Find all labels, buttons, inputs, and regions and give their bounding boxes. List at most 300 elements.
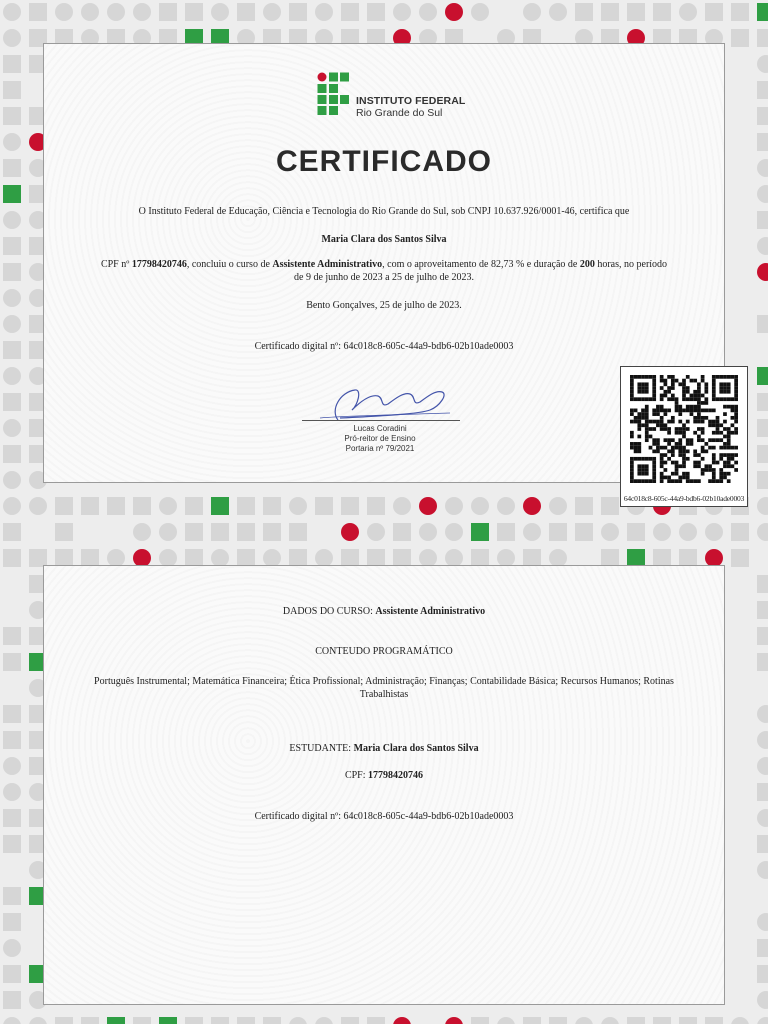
qr-module [675,401,679,405]
qr-module [637,416,641,420]
qr-module [656,449,660,453]
qr-module [693,405,697,409]
border-pattern-shape [627,523,645,541]
qr-module [660,464,664,468]
qr-module [686,472,690,476]
qr-module [734,394,738,398]
border-pattern-shape [3,1017,21,1024]
qr-module [664,438,668,442]
qr-module [649,435,653,439]
border-pattern-shape [81,497,99,515]
qr-module [734,412,738,416]
qr-module [641,472,645,476]
qr-module [712,479,716,483]
qr-module [649,427,653,431]
border-pattern-shape [3,705,21,723]
qr-module [704,416,708,420]
qr-module [641,423,645,427]
qr-module [712,382,716,386]
qr-module [719,438,723,442]
qr-module [667,438,671,442]
qr-module [660,420,664,424]
qr-module [693,394,697,398]
border-pattern-shape [705,3,723,21]
course-name-back: Assistente Administrativo [375,606,486,617]
qr-module [637,420,641,424]
qr-module [634,449,638,453]
qr-module [716,479,720,483]
qr-module [671,449,675,453]
qr-module [693,390,697,394]
border-pattern-shape [3,991,21,1009]
qr-module [734,416,738,420]
qr-module [731,397,735,401]
border-pattern-shape [575,497,593,515]
qr-module [697,397,701,401]
border-pattern-shape [679,523,697,541]
qr-module [701,446,705,450]
border-pattern-shape [133,3,151,21]
qr-module [723,375,727,379]
qr-module [675,446,679,450]
qr-module [637,427,641,431]
qr-module [637,435,641,439]
qr-module [656,409,660,413]
qr-module [645,438,649,442]
qr-module [682,431,686,435]
qr-module [712,457,716,461]
qr-module [664,453,668,457]
qr-module [671,386,675,390]
qr-module [708,420,712,424]
border-pattern-shape [3,419,21,437]
border-pattern-shape [549,523,567,541]
qr-module [660,461,664,465]
qr-module [686,479,690,483]
qr-module [704,464,708,468]
border-pattern-shape [757,705,768,723]
border-pattern-shape [3,237,21,255]
border-pattern-shape [731,1017,749,1024]
border-pattern-shape [211,1017,229,1024]
border-pattern-shape [159,523,177,541]
qr-module [667,390,671,394]
qr-module [671,472,675,476]
qr-module [652,449,656,453]
qr-module [682,397,686,401]
qr-module [704,390,708,394]
qr-code-box[interactable] [620,366,748,507]
qr-module [637,386,641,390]
qr-module [686,386,690,390]
qr-module [697,390,701,394]
qr-module [734,386,738,390]
qr-module [693,379,697,383]
qr-module [697,435,701,439]
qr-module [660,457,664,461]
qr-module [678,420,682,424]
signature [300,380,465,425]
qr-module [671,479,675,483]
border-pattern-shape [757,601,768,619]
qr-module [641,416,645,420]
qr-module [693,449,697,453]
qr-module [727,427,731,431]
qr-module [649,420,653,424]
qr-module [652,420,656,424]
border-pattern-shape [3,809,21,827]
qr-module [727,405,731,409]
border-pattern-shape [3,835,21,853]
qr-module [656,442,660,446]
qr-module [667,427,671,431]
border-pattern-shape [497,523,515,541]
qr-module [678,446,682,450]
qr-module [660,397,664,401]
qr-module [675,468,679,472]
border-pattern-shape [757,731,768,749]
border-pattern-shape [757,367,768,385]
signer-portaria: Portaria nº 79/2021 [345,444,415,453]
qr-module [652,479,656,483]
qr-module [664,412,668,416]
border-pattern-shape [341,523,359,541]
border-pattern-shape [757,991,768,1009]
qr-module [675,472,679,476]
qr-module [634,409,638,413]
qr-module [645,390,649,394]
qr-module [690,405,694,409]
qr-module [667,479,671,483]
qr-module [693,420,697,424]
qr-module [641,375,645,379]
border-pattern-shape [757,419,768,437]
qr-module [678,438,682,442]
qr-module [630,394,634,398]
qr-module [671,453,675,457]
border-pattern-shape [3,81,21,99]
qr-module [690,442,694,446]
border-pattern-shape [185,1017,203,1024]
qr-module [652,382,656,386]
border-pattern-shape [549,1017,567,1024]
border-pattern-shape [497,1017,515,1024]
qr-module [712,431,716,435]
border-pattern-shape [289,523,307,541]
cpf-line: CPF: 17798420746 [344,770,424,781]
qr-module [723,412,727,416]
qr-module [734,375,738,379]
border-pattern-shape [757,523,768,541]
border-pattern-shape [757,653,768,671]
border-pattern-shape [237,1017,255,1024]
qr-module [641,409,645,413]
qr-module [630,464,634,468]
qr-module [671,446,675,450]
border-pattern-shape [757,107,768,125]
border-pattern-shape [419,497,437,515]
qr-module [652,472,656,476]
qr-module [682,457,686,461]
qr-module [637,423,641,427]
border-pattern-shape [3,393,21,411]
qr-module [641,390,645,394]
border-pattern-shape [731,523,749,541]
border-pattern-shape [3,549,21,567]
qr-module [704,382,708,386]
border-pattern-shape [731,29,749,47]
qr-module [671,397,675,401]
qr-module [719,446,723,450]
qr-module [671,420,675,424]
qr-module [645,382,649,386]
border-pattern-shape [627,3,645,21]
qr-module [719,453,723,457]
qr-module [701,401,705,405]
qr-module [731,446,735,450]
qr-module [637,375,641,379]
border-pattern-shape [29,497,47,515]
border-pattern-shape [3,107,21,125]
border-pattern-shape [445,497,463,515]
qr-module [719,476,723,480]
qr-module [686,476,690,480]
qr-module [630,386,634,390]
qr-module [693,461,697,465]
qr-module [682,382,686,386]
qr-module [701,375,705,379]
qr-module [723,397,727,401]
border-pattern-shape [393,3,411,21]
qr-module [701,409,705,413]
qr-module [634,375,638,379]
qr-module [704,449,708,453]
qr-module [697,412,701,416]
qr-module [664,379,668,383]
qr-module [734,409,738,413]
border-pattern-shape [341,497,359,515]
border-pattern-shape [757,835,768,853]
qr-module [667,476,671,480]
program-content: Português Instrumental; Matemática Financeira; Ética Profissional; Administração; Finanças; Contabilidade Básica; Recursos Humanos; Rotinas Trabalhistas [94,676,674,700]
border-pattern-shape [601,3,619,21]
qr-module [671,394,675,398]
qr-module [723,405,727,409]
qr-module [727,382,731,386]
border-pattern-shape [757,445,768,463]
border-pattern-shape [107,1017,125,1024]
qr-module [682,446,686,450]
qr-module [664,382,668,386]
qr-module [678,449,682,453]
border-pattern-shape [3,523,21,541]
qr-module [727,461,731,465]
border-pattern-shape [3,757,21,775]
border-pattern-shape [3,965,21,983]
border-pattern-shape [133,497,151,515]
course-period: de 9 de junho de 2023 a 25 de julho de 2023. [294,272,474,283]
border-pattern-shape [289,3,307,21]
qr-module [682,379,686,383]
border-pattern-shape [3,471,21,489]
qr-module [719,386,723,390]
border-pattern-shape [497,497,515,515]
qr-module [723,472,727,476]
qr-module [630,472,634,476]
qr-module [678,464,682,468]
qr-module [652,412,656,416]
border-pattern-shape [3,627,21,645]
qr-module [645,479,649,483]
qr-module [716,416,720,420]
qr-module [727,453,731,457]
qr-module [682,435,686,439]
qr-module [686,427,690,431]
qr-module [697,405,701,409]
border-pattern-shape [237,497,255,515]
qr-module [690,379,694,383]
qr-module [664,423,668,427]
border-pattern-shape [471,1017,489,1024]
border-pattern-shape [263,1017,281,1024]
border-pattern-shape [3,653,21,671]
border-pattern-shape [523,523,541,541]
qr-module [697,401,701,405]
border-pattern-shape [757,185,768,203]
qr-module [697,427,701,431]
qr-module [697,464,701,468]
qr-module [734,420,738,424]
border-pattern-shape [315,1017,333,1024]
qr-module [686,442,690,446]
qr-module [731,405,735,409]
qr-module [641,464,645,468]
border-pattern-shape [757,3,768,21]
qr-module [697,386,701,390]
qr-module [727,397,731,401]
border-pattern-shape [471,497,489,515]
border-pattern-shape [445,523,463,541]
qr-module [678,405,682,409]
qr-module [708,464,712,468]
qr-module [693,409,697,413]
border-pattern-shape [3,497,21,515]
qr-module [641,382,645,386]
qr-module [697,416,701,420]
qr-module [637,479,641,483]
border-pattern-shape [3,731,21,749]
qr-module [712,386,716,390]
qr-module [723,446,727,450]
qr-module [637,412,641,416]
border-pattern-shape [55,3,73,21]
qr-module [660,409,664,413]
qr-module [716,375,720,379]
student-cpf-back: 17798420746 [368,770,424,781]
qr-module [719,472,723,476]
border-pattern-shape [523,1017,541,1024]
qr-module [682,386,686,390]
qr-module [682,464,686,468]
border-pattern-shape [211,3,229,21]
qr-module [731,431,735,435]
qr-module [637,472,641,476]
qr-module [690,438,694,442]
border-pattern-shape [757,861,768,879]
course-data-line: DADOS DO CURSO: Assistente Administrativo [282,606,486,617]
qr-module [630,468,634,472]
qr-module [734,453,738,457]
border-pattern-shape [3,185,21,203]
qr-module [645,420,649,424]
qr-code[interactable] [630,375,738,483]
qr-module [723,464,727,468]
qr-module [731,416,735,420]
qr-module [634,442,638,446]
qr-module [686,438,690,442]
border-pattern-shape [3,887,21,905]
border-pattern-shape [185,523,203,541]
course-statement: CPF nº 17798420746, concluiu o curso de Assistente Administrativo, com o aproveitamento de 82,73 % e duração de 200 horas, no período de 9 de junho de 2023 a 25 de julho de 2023. [100,259,668,283]
qr-code-caption: 64c018c8-605c-44a9-bdb6-02b10ade0003 [623,494,745,503]
qr-module [675,405,679,409]
border-pattern-shape [757,965,768,983]
qr-module [697,420,701,424]
border-pattern-shape [237,3,255,21]
qr-module [712,423,716,427]
border-pattern-shape [653,1017,671,1024]
qr-module [630,397,634,401]
qr-module [667,375,671,379]
qr-module [734,427,738,431]
digital-certificate-number: Certificado digital nº: 64c018c8-605c-44a9-bdb6-02b10ade0003 [254,341,514,352]
qr-module [641,479,645,483]
border-pattern-shape [471,3,489,21]
qr-module [656,446,660,450]
qr-module [723,386,727,390]
qr-module [682,476,686,480]
qr-module [704,401,708,405]
qr-module [701,457,705,461]
border-pattern-shape [523,497,541,515]
qr-module [656,420,660,424]
certificate-intro: O Instituto Federal de Educação, Ciência e Tecnologia do Rio Grande do Sul, sob CNPJ 10.637.926/0001-46, certifica que [138,206,630,217]
signer-role: Pró-reitor de Ensino [344,434,416,443]
course-name: Assistente Administrativo [272,259,383,270]
border-pattern-shape [679,1017,697,1024]
border-pattern-shape [3,289,21,307]
qr-module [645,457,649,461]
border-pattern-shape [81,3,99,21]
qr-module [637,442,641,446]
qr-module [712,390,716,394]
border-pattern-shape [419,523,437,541]
border-pattern-shape [731,549,749,567]
qr-module [693,416,697,420]
qr-module [671,461,675,465]
qr-module [727,390,731,394]
border-pattern-shape [757,783,768,801]
border-pattern-shape [757,211,768,229]
border-pattern-shape [341,1017,359,1024]
border-pattern-shape [3,939,21,957]
qr-module [641,397,645,401]
qr-module [727,431,731,435]
qr-module [682,449,686,453]
qr-module [664,409,668,413]
qr-module [716,397,720,401]
border-pattern-shape [471,523,489,541]
